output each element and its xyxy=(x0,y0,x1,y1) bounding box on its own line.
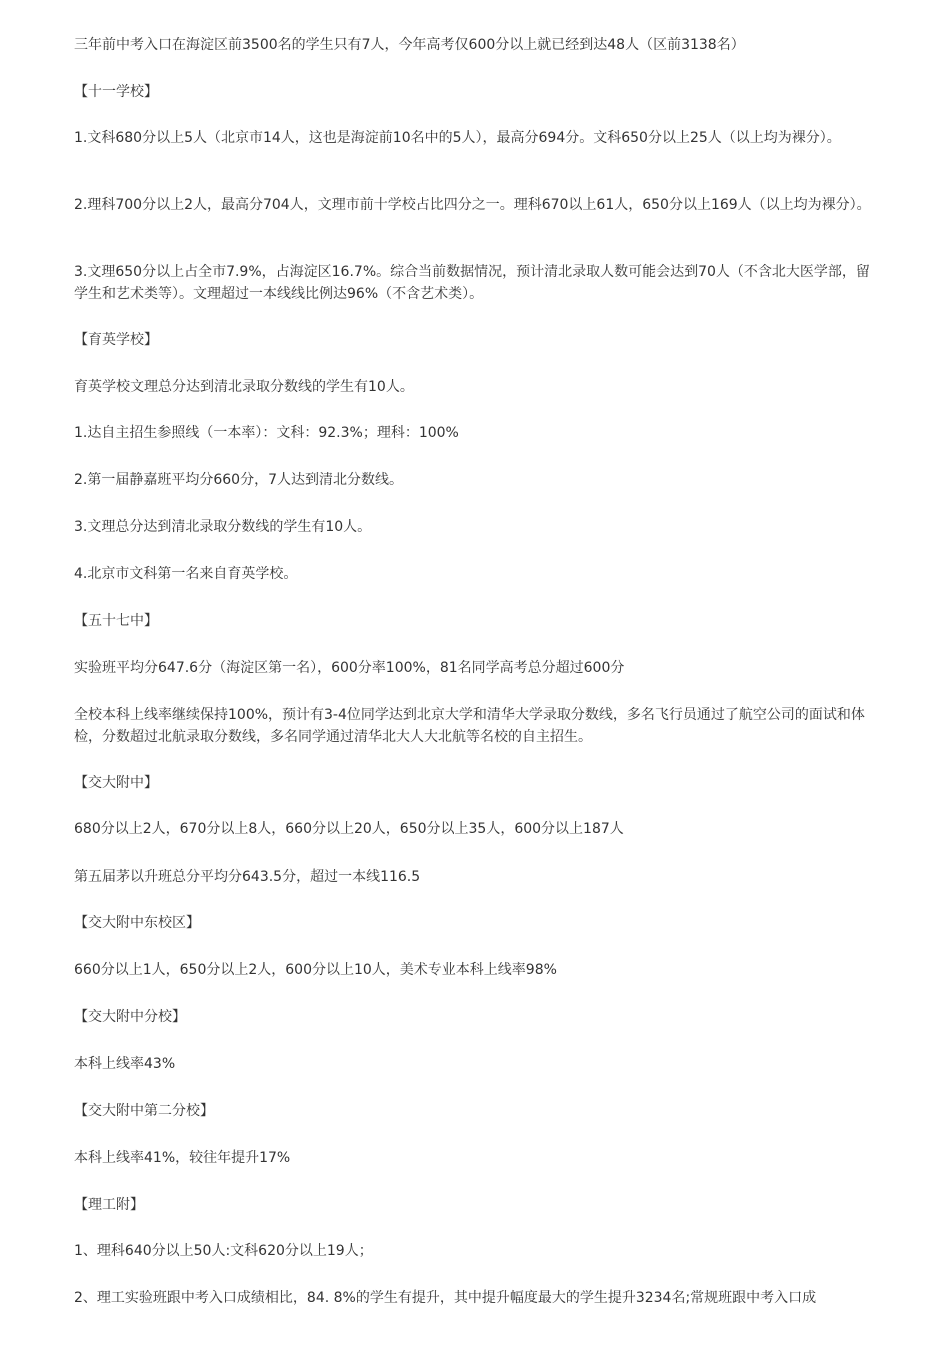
section-heading-jiaoda-east: 【交大附中东校区】 xyxy=(74,915,200,931)
shiyi-item-2: 2.理科700分以上2人，最高分704人，文理市前十学校占比四分之一。理科670以上61人，650分以上169人（以上均为裸分）。 xyxy=(74,197,871,213)
section-heading-57: 【五十七中】 xyxy=(74,613,158,629)
yuying-item-4: 4.北京市文科第一名来自育英学校。 xyxy=(74,566,298,582)
section-heading-jiaoda-second: 【交大附中第二分校】 xyxy=(74,1103,214,1119)
yuying-summary: 育英学校文理总分达到清北录取分数线的学生有10人。 xyxy=(74,379,414,395)
jiaoda-second-rate: 本科上线率41%，较往年提升17% xyxy=(74,1150,291,1166)
57-school-wide: 全校本科上线率继续保持100%，预计有3-4位同学达到北京大学和清华大学录取分数线，多名飞行员通过了航空公司的面试和体检，分数超过北航录取分数线，多名同学通过清华北大人大北航等名校的自主招生。 xyxy=(74,707,865,745)
yuying-item-3: 3.文理总分达到清北录取分数线的学生有10人。 xyxy=(74,519,372,535)
section-heading-jiaoda-branch: 【交大附中分校】 xyxy=(74,1009,186,1025)
jiaoda-scores: 680分以上2人，670分以上8人，660分以上20人，650分以上35人，600分以上187人 xyxy=(74,821,624,837)
yuying-item-1: 1.达自主招生参照线（一本率）：文科：92.3%；理科：100% xyxy=(74,425,459,441)
jiaoda-maoyisheng-class: 第五届茅以升班总分平均分643.5分，超过一本线116.5 xyxy=(74,869,421,885)
shiyi-item-1: 1.文科680分以上5人（北京市14人，这也是海淀前10名中的5人），最高分694分。文科650分以上25人（以上均为裸分）。 xyxy=(74,130,841,146)
yuying-item-2: 2.第一届静嘉班平均分660分，7人达到清北分数线。 xyxy=(74,472,403,488)
section-heading-jiaoda: 【交大附中】 xyxy=(74,775,158,791)
intro-paragraph: 三年前中考入口在海淀区前3500名的学生只有7人，今年高考仅600分以上就已经到达48人（区前3138名） xyxy=(74,37,745,53)
shiyi-item-3: 3.文理650分以上占全市7.9%，占海淀区16.7%。综合当前数据情况，预计清北录取人数可能会达到70人（不含北大医学部，留学生和艺术类等）。文理超过一本线线比例达96%（不含艺术类）。 xyxy=(74,264,870,302)
section-heading-ligong: 【理工附】 xyxy=(74,1197,144,1213)
ligong-item-1: 1、理科640分以上50人:文科620分以上19人； xyxy=(74,1243,373,1259)
57-experimental-class: 实验班平均分647.6分（海淀区第一名），600分率100%，81名同学高考总分超过600分 xyxy=(74,660,625,676)
jiaoda-branch-rate: 本科上线率43% xyxy=(74,1056,176,1072)
ligong-item-2: 2、理工实验班跟中考入口成绩相比，84. 8%的学生有提升，其中提升幅度最大的学生提升3234名;常规班跟中考入口成 xyxy=(74,1290,817,1306)
section-heading-yuying: 【育英学校】 xyxy=(74,332,158,348)
section-heading-shiyi: 【十一学校】 xyxy=(74,84,158,100)
jiaoda-east-scores: 660分以上1人，650分以上2人，600分以上10人，美术专业本科上线率98% xyxy=(74,962,557,978)
